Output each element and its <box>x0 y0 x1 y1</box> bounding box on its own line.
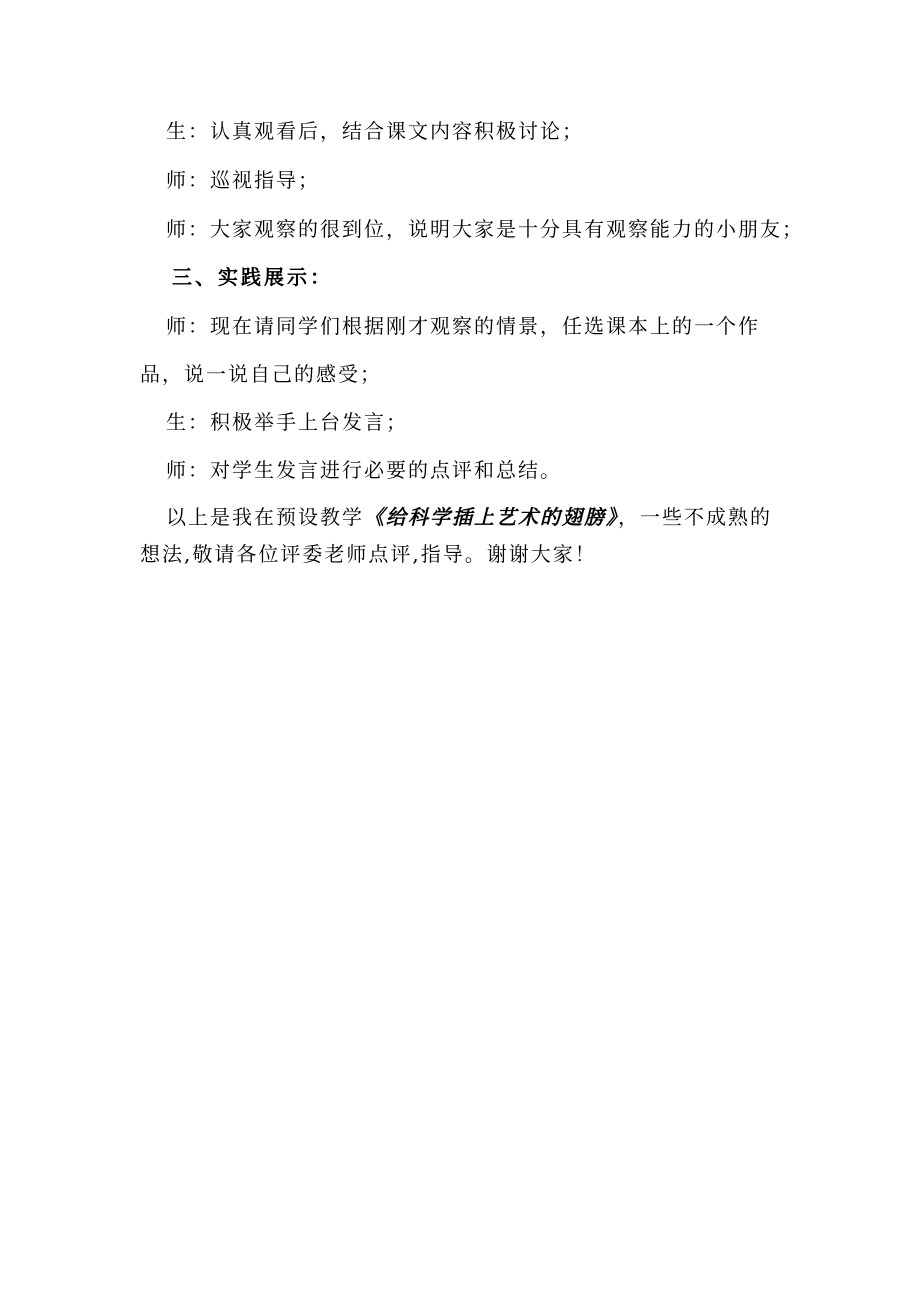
closing-suffix: ，一些不成熟的 <box>618 505 772 529</box>
closing-paragraph-line2: 想法,敬请各位评委老师点评,指导。谢谢大家！ <box>140 542 597 566</box>
section-heading-practice: 三、实践展示： <box>172 265 333 289</box>
paragraph-student-speech: 生：积极举手上台发言； <box>166 410 408 434</box>
closing-paragraph-line1 <box>166 505 772 529</box>
paragraph-teacher-guidance: 师：巡视指导； <box>166 168 320 192</box>
closing-prefix: 以上是我在预设教学 <box>166 505 364 529</box>
paragraph-teacher-prompt-line2: 品，说一说自己的感受； <box>140 362 382 386</box>
paragraph-teacher-summary: 师：对学生发言进行必要的点评和总结。 <box>166 458 562 482</box>
lesson-title: 《给科学插上艺术的翅膀》 <box>364 505 618 529</box>
paragraph-student-discussion: 生：认真观看后，结合课文内容积极讨论； <box>166 119 584 143</box>
paragraph-teacher-praise: 师：大家观察的很到位，说明大家是十分具有观察能力的小朋友； <box>166 217 804 241</box>
paragraph-teacher-prompt-line1: 师：现在请同学们根据刚才观察的情景，任选课本上的一个作 <box>166 314 760 338</box>
